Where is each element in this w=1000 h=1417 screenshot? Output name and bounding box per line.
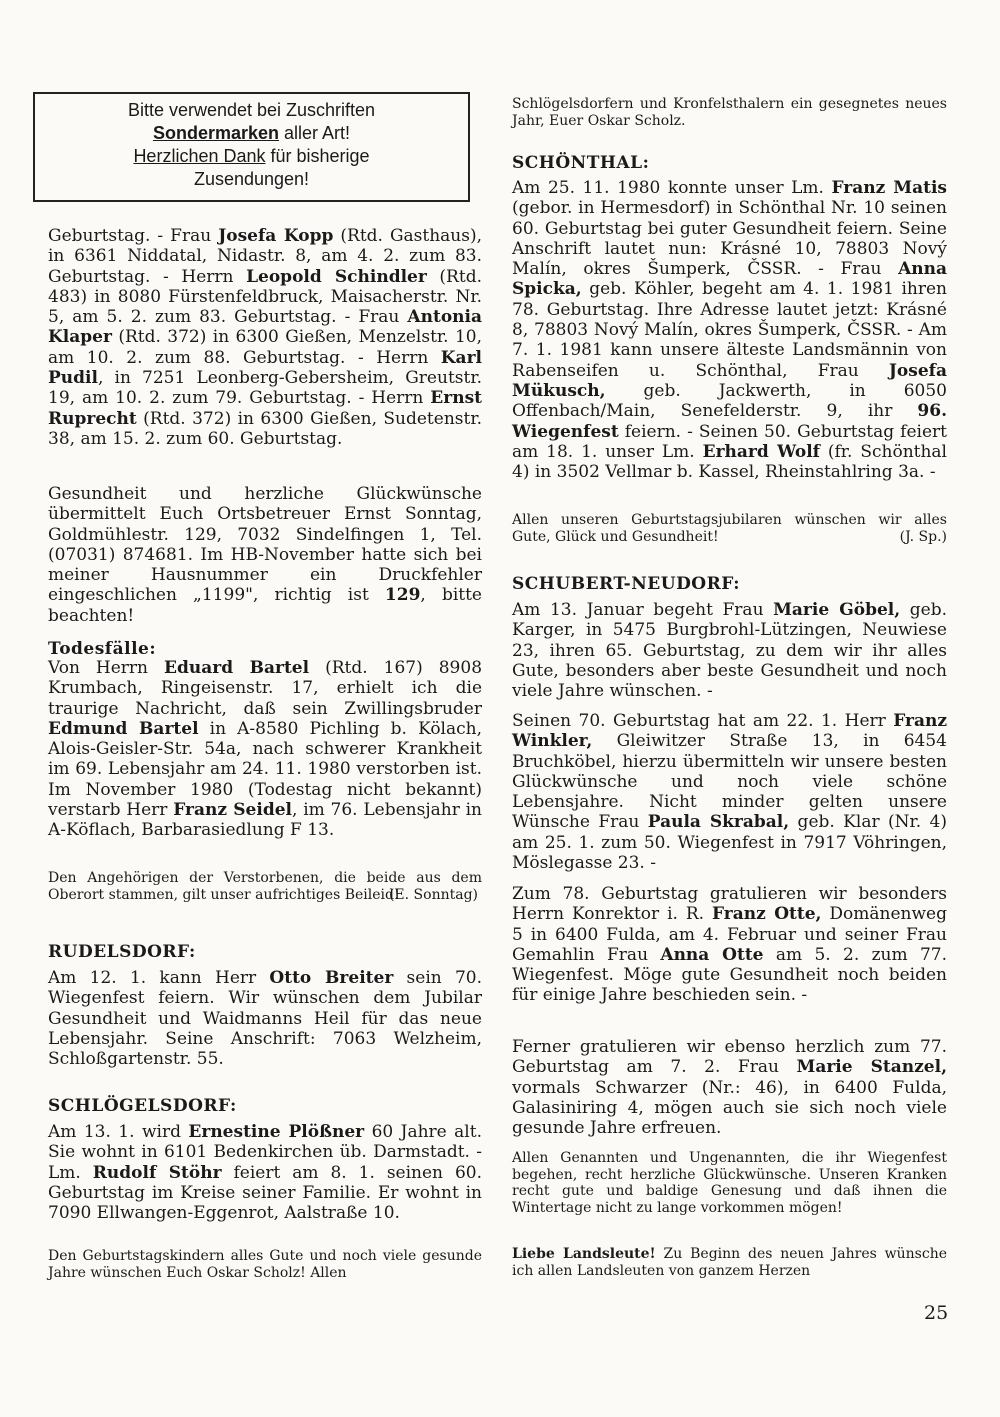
bold-name: Josefa Mükusch, xyxy=(512,360,947,401)
left-paragraph-4-block xyxy=(48,870,482,903)
bold-name: Paula Skrabal, xyxy=(647,812,790,833)
bold-name: 96. Wiegenfest xyxy=(512,401,947,442)
left-paragraph-5: Am 12. 1. kann Herr Otto Breiter sein 70. Wiegenfest feiern. Wir wünschen dem Jubilar Gesundheit und Waidmanns Heil für das neue Lebensjahr. Seine Anschrift: 7063 Welzheim, Schloßgartenstr. 55. xyxy=(48,968,483,1070)
notice-line4: Zusendungen! xyxy=(193,169,310,189)
right-paragraph-8: Allen Genannten und Ungenannten, die ihr Wiegenfest begehen, recht herzliche Glückwünsche. Unseren Kranken recht gute und baldige Genesung und daß ihnen die Wintertage nicht zu lange vorkommen mögen! xyxy=(512,1150,947,1216)
bold-name: Anna Spicka, xyxy=(512,259,947,300)
right-paragraph-7: Ferner gratulieren wir ebenso herzlich zum 77. Geburtstag am 7. 2. Frau Marie Stanzel, vormals Schwarzer (Nr.: 46), in 6400 Fulda, Galasiniring 4, mögen auch sie sich noch viele gesunde Jahre erfreuen. xyxy=(512,1037,947,1139)
bold-name: Ernestine Plößner xyxy=(188,1122,365,1142)
page-number: 25 xyxy=(924,1302,949,1324)
right-paragraph-1: Schlögelsdorfern und Kronfelsthalern ein gesegnetes neues Jahr, Euer Oskar Scholz. xyxy=(512,96,947,129)
notice-line1: Bitte verwendet bei Zuschriften xyxy=(127,100,376,120)
right-paragraph-3: Allen unseren Geburtstagsjubilaren wünschen wir alles Gute, Glück und Gesundheit! xyxy=(512,512,947,545)
notice-line2: aller Art! xyxy=(279,123,351,143)
left-paragraph-6: Am 13. 1. wird Ernestine Plößner 60 Jahre alt. Sie wohnt in 6101 Bedenkirchen üb. Darmstadt. - Lm. Rudolf Stöhr feiert am 8. 1. seinen 60. Geburtstag im Kreise seiner Familie. Er wohnt in 7090 Ellwangen-Eggenrot, Aalstraße 10. xyxy=(48,1122,483,1224)
right-paragraph-4: Am 13. Januar begeht Frau Marie Göbel, geb. Karger, in 5475 Burgbrohl-Lützingen, Neuwiese 23, ihren 65. Geburtstag, zu dem wir ihr alles Gute, besonders aber beste Gesundheit und noch viele Jahre wünschen. - xyxy=(512,600,947,702)
left-paragraph-4: Den Angehörigen der Verstorbenen, die beide aus dem Oberort stammen, gilt unser aufrichtiges Beileid! xyxy=(48,870,482,903)
notice-underline: Herzlichen Dank xyxy=(133,146,266,166)
notice-line3: für bisherige xyxy=(265,146,370,166)
bold-name: Antonia Klaper xyxy=(48,307,482,348)
left-paragraph-7: Den Geburtstagskindern alles Gute und noch viele gesunde Jahre wünschen Euch Oskar Scholz! Allen xyxy=(48,1248,482,1281)
right-paragraph-2: Am 25. 11. 1980 konnte unser Lm. Franz Matis (gebor. in Hermesdorf) in Schönthal Nr. 10 seinen 60. Geburtstag bei guter Gesundheit feiern. Seine Anschrift lautet nun: Krásné 10, 78803 Nový Malín, okres Šumperk, ČSSR. - Frau Anna Spicka, geb. Köhler, begeht am 4. 1. 1981 ihren 78. Geburtstag. Ihre Adresse lautet jetzt: Krásné 8, 78803 Nový Malín, okres Šumperk, ČSSR. - Am 7. 1. 1981 kann unsere älteste Landsmännin von Rabenseifen u. Schönthal, Frau Josefa Mükusch, geb. Jackwerth, in 6050 Offenbach/Main, Senefelderstr. 9, ihr 96. Wiegenfest feiern. - Seinen 50. Geburtstag feiert am 18. 1. unser Lm. Erhard Wolf (fr. Schönthal 4) in 3502 Vellmar b. Kassel, Rheinstahlring 3a. - xyxy=(512,178,947,483)
bold-name: Marie Göbel, xyxy=(773,600,901,620)
left-paragraph-1: Geburtstag. - Frau Josefa Kopp (Rtd. Gasthaus), in 6361 Niddatal, Nidastr. 8, am 4. 2. zum 83. Geburtstag. - Herrn Leopold Schindler (Rtd. 483) in 8080 Fürstenfeldbruck, Maisacherstr. Nr. 5, am 5. 2. zum 83. Geburtstag. - Frau Antonia Klaper (Rtd. 372) in 6300 Gießen, Menzelstr. 10, am 10. 2. zum 88. Geburtstag. - Herrn Karl Pudil, in 7251 Leonberg-Gebersheim, Greutstr. 19, am 10. 2. zum 79. Geburtstag. - Herrn Ernst Ruprecht (Rtd. 372) in 6300 Gießen, Sudetenstr. 38, am 15. 2. zum 60. Geburtstag. xyxy=(48,226,483,449)
bold-name: Franz Seidel xyxy=(173,800,292,821)
right-paragraph-3-block xyxy=(512,512,947,545)
bold-name: Franz Winkler, xyxy=(512,711,947,752)
bold-name: Eduard Bartel xyxy=(164,658,310,678)
heading-schoenthal: SCHÖNTHAL: xyxy=(512,153,650,173)
notice-box xyxy=(33,92,470,202)
bold-name: Leopold Schindler xyxy=(246,266,427,287)
signature-jsp: (J. Sp.) xyxy=(899,528,947,545)
heading-schubert-neudorf: SCHUBERT-NEUDORF: xyxy=(512,574,740,594)
right-paragraph-5: Seinen 70. Geburtstag hat am 22. 1. Herr Franz Winkler, Gleiwitzer Straße 13, in 6454 Bruchköbel, hierzu übermitteln wir unsere besten Glückwünsche und noch viele schöne Lebensjahre. Nicht minder gelten unsere Wünsche Frau Paula Skrabal, geb. Klar (Nr. 4) am 25. 1. zum 50. Wiegenfest in 7917 Vöhringen, Möslegasse 23. - xyxy=(512,711,947,874)
bold-name: Franz Otte, xyxy=(712,904,822,925)
notice-bold: Sondermarken xyxy=(152,123,279,143)
heading-todesfaelle: Todesfälle: xyxy=(48,639,157,659)
bold-name: Josefa Kopp xyxy=(218,226,334,246)
heading-schloegelsdorf: SCHLÖGELSDORF: xyxy=(48,1096,237,1116)
bold-name: Rudolf Stöhr xyxy=(92,1162,222,1183)
bold-name: Erhard Wolf xyxy=(702,441,820,462)
bold-name: Ernst Ruprecht xyxy=(48,388,482,429)
signature-sonntag: (E. Sonntag) xyxy=(388,886,478,903)
left-paragraph-3: Von Herrn Eduard Bartel (Rtd. 167) 8908 Krumbach, Ringeisenstr. 17, erhielt ich die traurige Nachricht, daß sein Zwillingsbruder Edmund Bartel in A-8580 Pichling b. Kölach, Alois-Geisler-Str. 54a, nach schwerer Krankheit im 69. Lebensjahr am 24. 11. 1980 verstorben ist. Im November 1980 (Todestag nicht bekannt) verstarb Herr Franz Seidel, im 76. Lebensjahr in A-Köflach, Barbarasiedlung F 13. xyxy=(48,658,483,841)
bold-name: Karl Pudil xyxy=(48,347,482,389)
bold-name: Anna Otte xyxy=(660,944,764,965)
right-paragraph-6: Zum 78. Geburtstag gratulieren wir besonders Herrn Konrektor i. R. Franz Otte, Domänenweg 5 in 6400 Fulda, am 4. Februar und seiner Frau Gemahlin Frau Anna Otte am 5. 2. zum 77. Wiegenfest. Möge gute Gesundheit noch beiden für einige Jahre beschieden sein. - xyxy=(512,884,947,1006)
heading-rudelsdorf: RUDELSDORF: xyxy=(48,942,196,962)
left-paragraph-2: Gesundheit und herzliche Glückwünsche übermittelt Euch Ortsbetreuer Ernst Sonntag, Goldmühlestr. 129, 7032 Sindelfingen 1, Tel. (07031) 874681. Im HB-November hatte sich bei meiner Hausnummer ein Druckfehler eingeschlichen „1199", richtig ist 129, bitte beachten! xyxy=(48,484,482,626)
bold-name: Edmund Bartel xyxy=(48,718,199,739)
bold-name: Otto Breiter xyxy=(269,968,394,988)
bold-name: Franz Matis xyxy=(831,178,947,198)
bold-name: Marie Stanzel, xyxy=(796,1057,947,1078)
right-paragraph-9: Liebe Landsleute! Zu Beginn des neuen Jahres wünsche ich allen Landsleuten von ganzem Herzen xyxy=(512,1246,948,1279)
bold-name: Liebe Landsleute! xyxy=(512,1246,656,1262)
bold-name: 129 xyxy=(384,585,421,606)
